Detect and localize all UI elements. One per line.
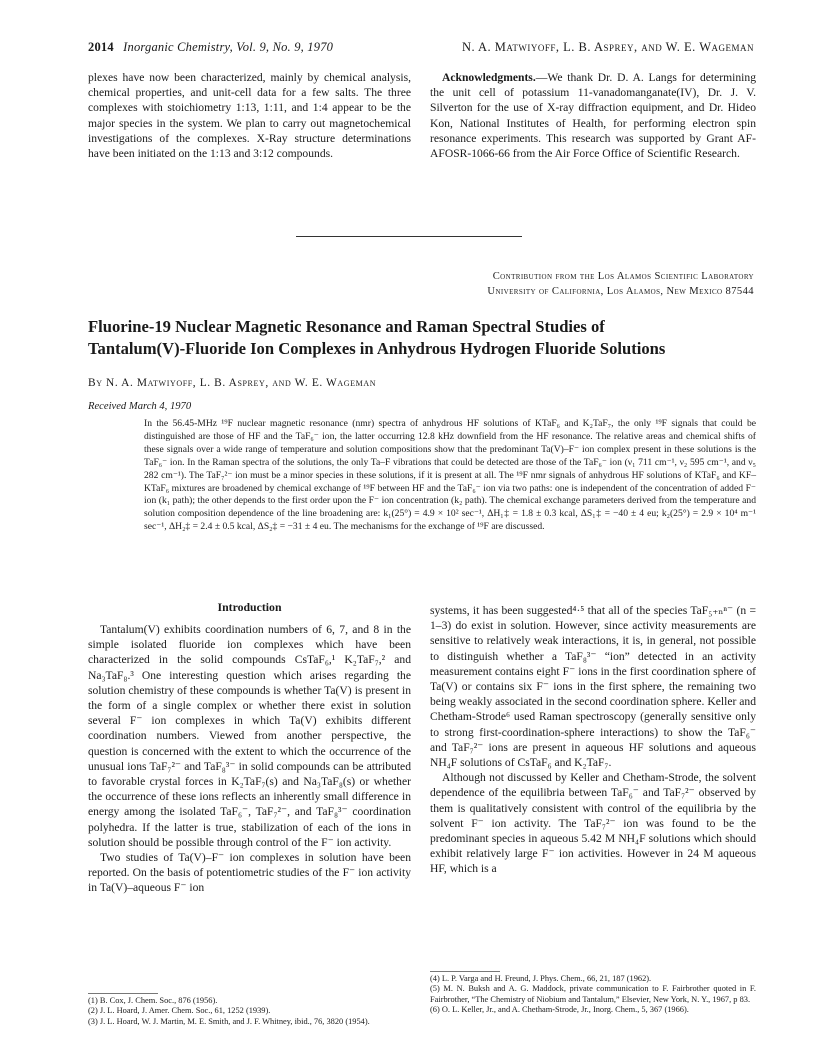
- footnote-rule-right: [430, 971, 500, 972]
- contribution-line-2: University of California, Los Alamos, New Mexico 87544: [487, 285, 754, 297]
- article-separator-rule: [296, 236, 522, 237]
- running-header-left: [88, 40, 333, 55]
- footnotes-right: [430, 974, 756, 1016]
- contribution-line-1: Contribution from the Los Alamos Scientific Laboratory: [492, 271, 754, 282]
- intro-paragraph-1: Tantalum(V) exhibits coordination numbers of 6, 7, and 8 in the simple isolated fluoride ion complexes which have been characterized in the solid compounds CsTaF₆,¹ K₂TaF₇,² and Na₃TaF₈.³ One interesting question which arises regarding the solution chemistry of these compounds is whether Ta(V) is present in the form of a single complex or whether there exist in solution several F⁻ ion complexes in which Ta(V) exhibits different coordination numbers. Viewed from another perspective, the question is concerned with the extent to which the occurrence of the unusual ions TaF₇²⁻ and TaF₈³⁻ in solid compounds can be attributed to favorable crystal forces in K₂TaF₇(s) and Na₃TaF₈(s) or whether the occurrence of these ions reflects an inherently small difference in energy among the isolated TaF₆⁻, TaF₇²⁻, and TaF₈³⁻ coordination polyhedra. If the latter is true, stabilization of each of the ions in solution should be possible through control of the F⁻ ion activity.: [88, 623, 411, 849]
- article-title: [88, 316, 768, 360]
- footnote: (2) J. L. Hoard, J. Amer. Chem. Soc., 61, 1252 (1939).: [88, 1006, 271, 1016]
- page-number: 2014: [88, 40, 114, 54]
- acknowledgments: [430, 70, 756, 161]
- acknowledgments-text: —We thank Dr. D. A. Langs for determining the unit cell of potassium 11-vanadomanganate(IV), Dr. J. V. Silverton for the use of X-ray diffraction equipment, and Dr. Hideo Kon, National Institutes of Health, for performing electron spin resonance experiments. This research was supported by Grant AF-AFOSR-1066-66 from the Air Force Office of Scientific Research.: [430, 71, 756, 161]
- introduction-right-column: [430, 603, 756, 877]
- article-title-line-2: Tantalum(V)-Fluoride Ion Complexes in Anhydrous Hydrogen Fluoride Solutions: [88, 339, 666, 358]
- journal-citation: Inorganic Chemistry, Vol. 9, No. 9, 1970: [123, 40, 334, 54]
- footnotes-left: [88, 996, 411, 1027]
- received-date: Received March 4, 1970: [88, 401, 192, 412]
- introduction-heading: Introduction: [217, 600, 282, 614]
- previous-article-text: plexes have now been characterized, mainly by chemical analysis, chemical properties, and unit-cell data for a few salts. The three complexes with stoichiometry 1:13, 1:11, and 1:4 appear to be the major species in the system. We plan to carry out magnetochemical investigations of the complexes. X-Ray structure determinations have been initiated on the 1:13 and 3:12 compounds.: [88, 71, 411, 161]
- acknowledgments-paragraph: [430, 70, 756, 161]
- footnote: (4) L. P. Varga and H. Freund, J. Phys. Chem., 66, 21, 187 (1962).: [430, 974, 652, 983]
- abstract: In the 56.45-MHz ¹⁹F nuclear magnetic resonance (nmr) spectra of anhydrous HF solutions of KTaF₆ and K₂TaF₇, the only ¹⁹F signals that could be distinguished are those of HF and the TaF₆⁻ ion, the latter occurring 12.8 kHz downfield from the HF resonance. The relative areas and chemical shifts of these signals over a wide range of temperature and solution compositions show that the predominant Ta(V)–F⁻ ion complex present in these solutions is the TaF₆⁻ ion. In the Raman spectra of the solutions, the only Ta–F vibrations that could be detected are those of the TaF₆⁻ ion (ν₁ 711 cm⁻¹, ν₂ 595 cm⁻¹, and ν₅ 282 cm⁻¹). The TaF₇²⁻ ion must be a minor species in these solutions, if it is present at all. The ¹⁹F nmr signals of anhydrous HF solutions of KTaF₆ and KF–KTaF₆ mixtures are broadened by chemical exchange of ¹⁹F between HF and the TaF₆⁻ ion via two paths: one is independent of the concentration of added F⁻ ion (k₁ path); the other depends to the first order upon the F⁻ ion concentration (k₂ path). The chemical exchange parameters derived from the temperature and solution composition dependence of the line broadening are: k₁(25°) = 4.9 × 10² sec⁻¹, ΔH₁‡ = 1.8 ± 0.3 kcal, ΔS₁‡ = −40 ± 4 eu; k₂(25°) = 2.9 × 10⁴ m⁻¹ sec⁻¹, ΔH₂‡ = 2.4 ± 0.5 kcal, ΔS₂‡ = −31 ± 4 eu. The mechanisms for the exchange of ¹⁹F are discussed.: [144, 418, 756, 533]
- intro-paragraph-3: systems, it has been suggested⁴·⁵ that all of the species TaF₅₊ₙⁿ⁻ (n = 1–3) do exist in solution. However, since activity measurements are sensitive to relatively weak interactions, it is, in general, not possible to distinguish whether a TaF₈³⁻ “ion” detected in an activity measurement contains eight F⁻ ions in the first coordination sphere of Ta(V) or contains six F⁻ ions in the first sphere, the remaining two being weakly associated in the second coordination sphere. Keller and Chetham-Strode⁶ used Raman spectroscopy (generally sensitive only to strong first-coordination-sphere interactions) to show the TaF₆⁻ and TaF₇²⁻ ions are present in aqueous HF solutions and aqueous NH₄F solutions of CsTaF₆ and K₂TaF₇.: [430, 604, 756, 770]
- footnote: (5) M. N. Buksh and A. G. Maddock, private communication to F. Fairbrother quoted in F. Fairbrother, “The Chemistry of Niobium and Tantalum,” Elsevier, New York, N. Y., 1967, p 83.: [430, 984, 756, 1004]
- introduction-left-column: [88, 622, 411, 896]
- footnote-rule-left: [88, 993, 158, 994]
- footnote: (1) B. Cox, J. Chem. Soc., 876 (1956).: [88, 996, 218, 1005]
- contribution-affiliation: [487, 270, 754, 299]
- article-title-line-1: Fluorine-19 Nuclear Magnetic Resonance and Raman Spectral Studies of: [88, 317, 605, 336]
- acknowledgments-heading: Acknowledgments.: [442, 71, 536, 84]
- intro-paragraph-2: Two studies of Ta(V)–F⁻ ion complexes in solution have been reported. On the basis of potentiometric studies of the F⁻ ion activity in Ta(V)–aqueous F⁻ ion: [88, 851, 411, 895]
- footnote: (3) J. L. Hoard, W. J. Martin, M. E. Smith, and J. F. Whitney, ibid., 76, 3820 (1954).: [88, 1016, 370, 1026]
- footnote: (6) O. L. Keller, Jr., and A. Chetham-Strode, Jr., Inorg. Chem., 5, 367 (1966).: [430, 1005, 689, 1015]
- author-byline: By N. A. Matwiyoff, L. B. Asprey, and W. E. Wageman: [88, 377, 377, 389]
- previous-article-conclusion: [88, 70, 411, 161]
- running-header-authors: N. A. Matwiyoff, L. B. Asprey, and W. E. Wageman: [461, 40, 754, 54]
- intro-paragraph-4: Although not discussed by Keller and Chetham-Strode, the solvent dependence of the equilibria between TaF₆⁻ and TaF₇²⁻ observed by them is qualitatively consistent with control of the equilibria by the solvent F⁻ ion activity. The TaF₇²⁻ ion was found to be the predominant species in aqueous 5.42 M NH₄F solutions which should exhibit relatively large F⁻ ion activities. However in 24 M aqueous HF, which is a: [430, 771, 756, 876]
